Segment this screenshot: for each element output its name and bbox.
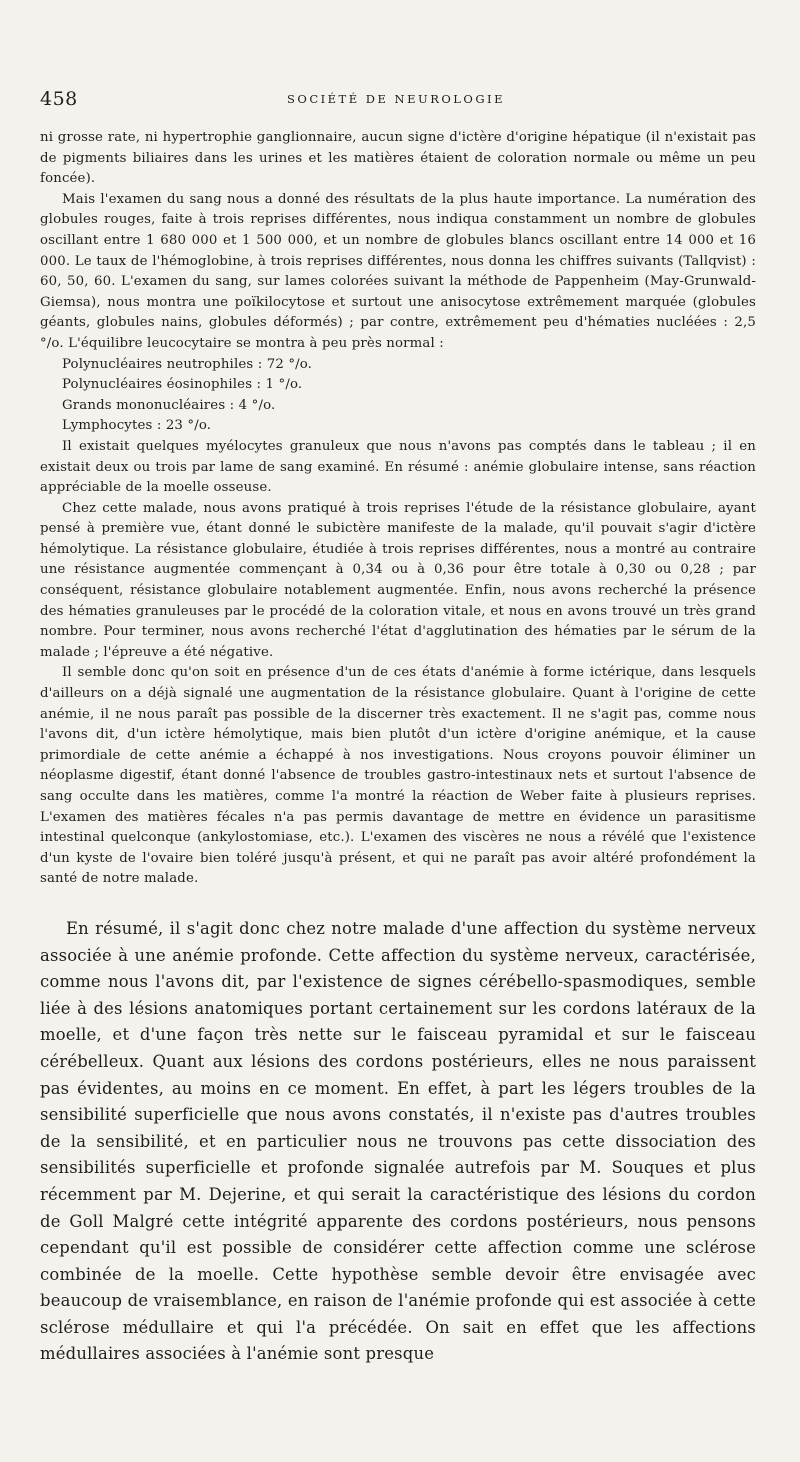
large-print-section	[40, 916, 756, 1368]
paragraph-myelocytes: Il existait quelques myélocytes granuleux que nous n'avons pas comptés dans le tableau ; il en existait deux ou trois par lame de sang examiné. En résumé : anémie globulaire intense, sans réaction appréciable de la moelle osseuse.	[40, 438, 756, 496]
page-header	[40, 88, 752, 112]
paragraph-blood-exam: Mais l'examen du sang nous a donné des résultats de la plus haute importance. La numération des globules rouges, faite à trois reprises différentes, nous indiqua constamment un nombre de globules oscillant entre 1 680 000 et 1 500 000, et un nombre de globules blancs oscillant entre 14 000 et 16 000. Le taux de l'hémoglobine, à trois reprises différentes, nous donna les chiffres suivants (Tallqvist) : 60, 50, 60. L'examen du sang, sur lames colorées suivant la méthode de Pappenheim (May-Grunwald-Giemsa), nous montra une poïkilocytose et surtout une anisocytose extrêmement marquée (globules géants, globules nains, globules déformés) ; par contre, extrêmement peu d'hématies nucléées : 2,5 °/o. L'équilibre leucocytaire se montra à peu près normal :	[40, 191, 756, 351]
list-item-lymphocytes: Lymphocytes : 23 °/o.	[62, 418, 212, 434]
paragraph-anemie-ictere: Il semble donc qu'on soit en présence d'un de ces états d'anémie à forme ictérique, dans lesquels d'ailleurs on a déjà signalé une augmentation de la résistance globulaire. Quant à l'origine de cette anémie, il ne nous paraît pas possible de la discerner très exactement. Il ne s'agit pas, comme nous l'avons dit, d'un ictère hémolytique, mais bien plutôt d'un ictère d'origine anémique, et la cause primordiale de cette anémie a échappé à nos investigations. Nous croyons pouvoir éliminer un néoplasme digestif, étant donné l'absence de troubles gastro-intestinaux nets et surtout l'absence de sang occulte dans les matières, comme l'a montré la réaction de Weber faite à plusieurs reprises. L'examen des matières fécales n'a pas permis davantage de mettre en évidence un parasitisme intestinal quelconque (ankylostomiase, etc.). L'examen des viscères ne nous a révélé que l'existence d'un kyste de l'ovaire bien toléré jusqu'à présent, et qui ne paraît pas avoir altéré profondément la santé de notre malade.	[40, 665, 756, 887]
page-number: 458	[40, 88, 78, 110]
page-body	[40, 128, 756, 1368]
list-item-mononucleaires: Grands mononucléaires : 4 °/o.	[62, 397, 276, 413]
paragraph-continuation: ni grosse rate, ni hypertrophie ganglionnaire, aucun signe d'ictère d'origine hépatique (il n'existait pas de pigments biliaires dans les urines et les matières étaient de coloration normale ou même un peu foncée).	[40, 130, 756, 187]
paragraph-resume: En résumé, il s'agit donc chez notre malade d'une affection du système nerveux associée à une anémie profonde. Cette affection du système nerveux, caractérisée, comme nous l'avons dit, par l'existence de signes cérébello-spasmodiques, semble liée à des lésions anatomiques portant certainement sur les cordons latéraux de la moelle, et d'une façon très nette sur le faisceau pyramidal et sur le faisceau cérébelleux. Quant aux lésions des cordons postérieurs, elles ne nous paraissent pas évidentes, au moins en ce moment. En effet, à part les légers troubles de la sensibilité superficielle que nous avons constatés, il n'existe pas d'autres troubles de la sensibilité, et en particulier nous ne trouvons pas cette dissociation des sensibilités superficielle et profonde signalée autrefois par M. Souques et plus récemment par M. Dejerine, et qui serait la caractéristique des lésions du cordon de Goll Malgré cette intégrité apparente des cordons postérieurs, nous pensons cependant qu'il est possible de considérer cette affection comme une sclérose combinée de la moelle. Cette hypothèse semble devoir être envisagée avec beaucoup de vraisemblance, en raison de l'anémie profonde qui est associée à cette sclérose médullaire et qui l'a précédée. On sait en effet que les affections médullaires associées à l'anémie sont presque	[40, 918, 756, 1364]
list-item-neutrophiles: Polynucléaires neutrophiles : 72 °/o.	[62, 356, 313, 372]
running-head: SOCIÉTÉ DE NEUROLOGIE	[287, 92, 505, 106]
paragraph-resistance-globulaire: Chez cette malade, nous avons pratiqué à trois reprises l'étude de la résistance globulaire, ayant pensé à première vue, étant donné le subictère manifeste de la malade, qu'il pouvait s'agir d'ictère hémolytique. La résistance globulaire, étudiée à trois reprises différentes, nous a montré au contraire une résistance augmentée commençant à 0,34 ou à 0,36 pour être totale à 0,30 ou 0,28 ; par conséquent, résistance globulaire notablement augmentée. Enfin, nous avons recherché la présence des hématies granuleuses par le procédé de la coloration vitale, et nous en avons trouvé un très grand nombre. Pour terminer, nous avons recherché l'état d'agglutination des hématies par le sérum de la malade ; l'épreuve a été négative.	[40, 500, 756, 660]
list-item-eosinophiles: Polynucléaires éosinophiles : 1 °/o.	[62, 377, 303, 393]
small-print-section	[40, 128, 756, 890]
